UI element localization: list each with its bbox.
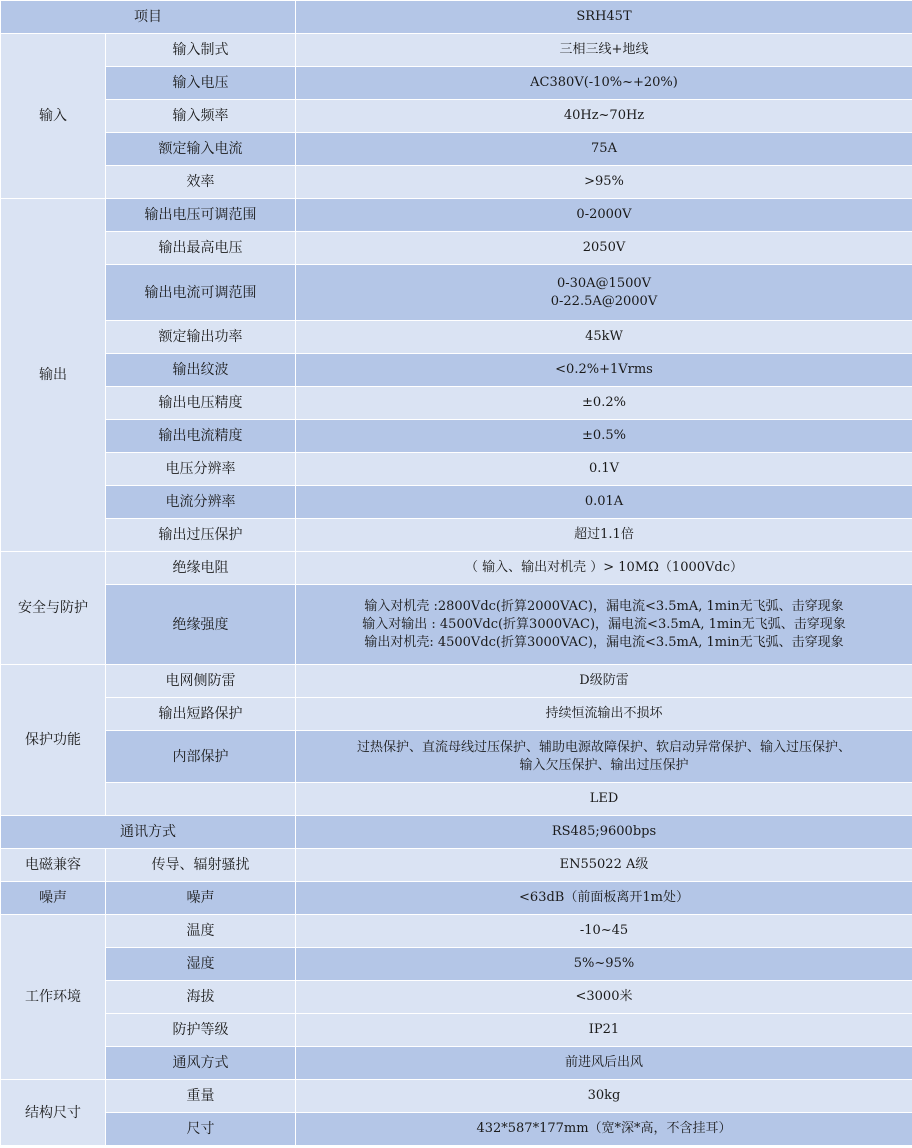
row-value: <3000米 (296, 981, 912, 1014)
row-value: 前进风后出风 (296, 1047, 912, 1080)
header-row (1, 1, 912, 34)
row-label: 输出电流精度 (106, 420, 296, 453)
table-row (1, 585, 912, 665)
row-value: 三相三线+地线 (296, 34, 912, 67)
row-value: >95% (296, 166, 912, 199)
row-label: 电网侧防雷 (106, 665, 296, 698)
table-row (1, 552, 912, 585)
table-row (1, 816, 912, 849)
row-value: IP21 (296, 1014, 912, 1047)
row-label: 电流分辨率 (106, 486, 296, 519)
table-row (1, 1080, 912, 1113)
row-label: 通讯方式 (1, 816, 296, 849)
group-protection: 保护功能 (1, 665, 106, 816)
row-value: 30kg (296, 1080, 912, 1113)
table-row (1, 849, 912, 882)
row-value: 40Hz~70Hz (296, 100, 912, 133)
group-environment: 工作环境 (1, 915, 106, 1080)
group-noise: 噪声 (1, 882, 106, 915)
row-value: EN55022 A级 (296, 849, 912, 882)
row-value: ±0.5% (296, 420, 912, 453)
row-label: 输出电流可调范围 (106, 265, 296, 321)
row-value: 0-30A@1500V 0-22.5A@2000V (296, 265, 912, 321)
row-label: 重量 (106, 1080, 296, 1113)
table-row (1, 265, 912, 321)
row-label: 输出电压可调范围 (106, 199, 296, 232)
row-label: 防护等级 (106, 1014, 296, 1047)
row-value: 超过1.1倍 (296, 519, 912, 552)
row-value: LED (296, 783, 912, 816)
row-label: 输出短路保护 (106, 698, 296, 731)
row-label: 电压分辨率 (106, 453, 296, 486)
table-row (1, 731, 912, 783)
row-label: 噪声 (106, 882, 296, 915)
row-label: 绝缘电阻 (106, 552, 296, 585)
group-input: 输入 (1, 34, 106, 199)
table-row (1, 67, 912, 100)
header-model: SRH45T (296, 1, 912, 34)
row-label: 额定输出功率 (106, 321, 296, 354)
table-row (1, 783, 912, 816)
table-row (1, 698, 912, 731)
group-output: 输出 (1, 199, 106, 552)
row-label (106, 783, 296, 816)
row-label: 输出电压精度 (106, 387, 296, 420)
table-row (1, 387, 912, 420)
table-row (1, 199, 912, 232)
row-label: 效率 (106, 166, 296, 199)
row-value: <0.2%+1Vrms (296, 354, 912, 387)
table-row (1, 948, 912, 981)
row-label: 输入频率 (106, 100, 296, 133)
row-value: （ 输入、输出对机壳 ）> 10MΩ（1000Vdc） (296, 552, 912, 585)
row-label: 输入制式 (106, 34, 296, 67)
row-value: -10~45 (296, 915, 912, 948)
row-value: 432*587*177mm（宽*深*高，不含挂耳） (296, 1113, 912, 1146)
table-row (1, 100, 912, 133)
row-value: 过热保护、直流母线过压保护、辅助电源故障保护、软启动异常保护、输入过压保护、 输入欠压保护、输出过压保护 (296, 731, 912, 783)
row-label: 尺寸 (106, 1113, 296, 1146)
row-value: <63dB（前面板离开1m处） (296, 882, 912, 915)
row-value: 45kW (296, 321, 912, 354)
header-item: 项目 (1, 1, 296, 34)
table-row (1, 453, 912, 486)
row-value: 输入对机壳 :2800Vdc(折算2000VAC)，漏电流<3.5mA, 1min无飞弧、击穿现象 输入对输出 : 4500Vdc(折算3000VAC)，漏电流<3.5mA, 1min无飞弧、击穿现象 输出对机壳: 4500Vdc(折算3000VAC)，漏电流<3.5mA, 1min无飞弧、击穿现象 (296, 585, 912, 665)
row-label: 温度 (106, 915, 296, 948)
table-row (1, 486, 912, 519)
row-label: 输出最高电压 (106, 232, 296, 265)
table-row (1, 420, 912, 453)
row-label: 湿度 (106, 948, 296, 981)
row-label: 输出纹波 (106, 354, 296, 387)
row-value: 持续恒流输出不损坏 (296, 698, 912, 731)
row-value: 0.01A (296, 486, 912, 519)
row-value: 75A (296, 133, 912, 166)
table-row (1, 981, 912, 1014)
row-label: 输出过压保护 (106, 519, 296, 552)
row-label: 传导、辐射骚扰 (106, 849, 296, 882)
row-label: 额定输入电流 (106, 133, 296, 166)
row-value: 0-2000V (296, 199, 912, 232)
group-emc: 电磁兼容 (1, 849, 106, 882)
table-row (1, 166, 912, 199)
table-row (1, 133, 912, 166)
row-value: RS485;9600bps (296, 816, 912, 849)
row-value: D级防雷 (296, 665, 912, 698)
table-row (1, 1047, 912, 1080)
group-structure: 结构尺寸 (1, 1080, 106, 1146)
table-row (1, 232, 912, 265)
table-row (1, 519, 912, 552)
row-value: 0.1V (296, 453, 912, 486)
table-row (1, 665, 912, 698)
row-value: 5%~95% (296, 948, 912, 981)
row-label: 通风方式 (106, 1047, 296, 1080)
table-row (1, 1113, 912, 1146)
row-value: AC380V(-10%~+20%) (296, 67, 912, 100)
row-value: 2050V (296, 232, 912, 265)
row-value: ±0.2% (296, 387, 912, 420)
row-label: 绝缘强度 (106, 585, 296, 665)
group-safety: 安全与防护 (1, 552, 106, 665)
row-label: 内部保护 (106, 731, 296, 783)
table-row (1, 321, 912, 354)
table-row (1, 915, 912, 948)
row-label: 输入电压 (106, 67, 296, 100)
table-row (1, 34, 912, 67)
table-row (1, 882, 912, 915)
row-label: 海拔 (106, 981, 296, 1014)
table-row (1, 1014, 912, 1047)
table-row (1, 354, 912, 387)
